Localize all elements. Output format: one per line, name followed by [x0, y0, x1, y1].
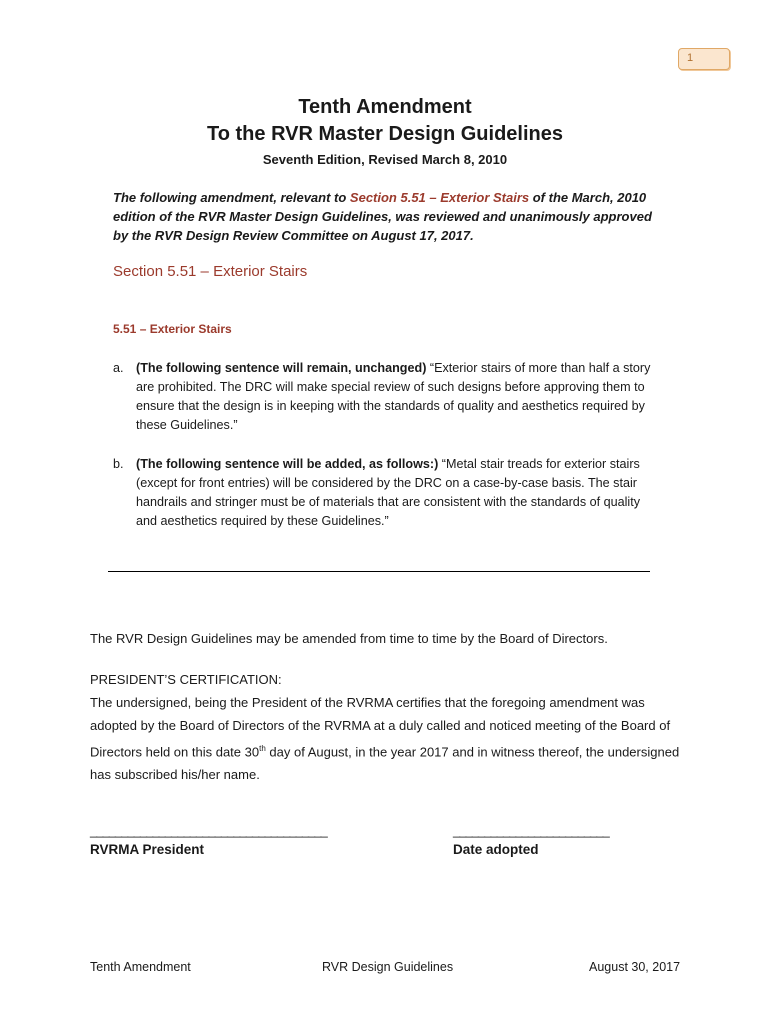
certification-text-1: The undersigned, being the President of the RVRMA certifies that the foregoing amendment was adopted by the Board of Directors of the RVRMA at a duly called and noticed meeting of the Board of Directors held on this date 30 — [90, 695, 671, 760]
president-signature-line: ______________________________________ — [90, 823, 327, 838]
president-signature-label: RVRMA President — [90, 842, 205, 857]
subsection-heading: 5.51 – Exterior Stairs — [113, 322, 232, 336]
date-signature-line: _________________________ — [453, 823, 609, 838]
amend-note: The RVR Design Guidelines may be amended from time to time by the Board of Directors. — [90, 631, 608, 646]
certification-block — [90, 668, 680, 786]
section-heading: Section 5.51 – Exterior Stairs — [113, 263, 308, 280]
certification-heading: PRESIDENT’S CERTIFICATION: — [90, 672, 282, 687]
page-number: 1 — [687, 52, 694, 64]
edition-line: Seventh Edition, Revised March 8, 2010 — [262, 152, 508, 167]
footer-left: Tenth Amendment — [90, 960, 191, 974]
document-title: Tenth Amendment — [298, 96, 472, 118]
certification-text-2: day of August, in the year 2017 and in witness thereof, the undersigned has subscribed his/her name. — [90, 744, 680, 783]
intro-section-reference: Section 5.51 – Exterior Stairs — [349, 190, 530, 205]
list-item-text: “Metal stair treads for exterior stairs (except for front entries) will be considered by the DRC on a case-by-case basis. The stair handrails and stringer must be of materials that are consistent with the standards of quality and aesthetics required by these Guidelines.” — [136, 457, 641, 528]
page-number-badge — [678, 48, 730, 70]
footer-right: August 30, 2017 — [589, 960, 681, 974]
list-item — [113, 359, 663, 435]
intro-text-2: of the March, 2010 edition of the RVR Master Design Guidelines, was reviewed and unanimously approved by the RVR Design Review Committee on August 17, 2017. — [113, 190, 652, 243]
ordinal-suffix: th — [259, 744, 266, 753]
date-adopted-label: Date adopted — [453, 842, 539, 857]
intro-text-1: The following amendment, relevant to — [113, 190, 350, 205]
list-item — [113, 455, 663, 531]
list-item-lead: (The following sentence will be added, as follows:) — [136, 457, 439, 471]
intro-paragraph — [113, 188, 661, 245]
list-item-lead: (The following sentence will remain, unchanged) — [136, 361, 427, 375]
divider — [108, 571, 650, 572]
list-marker: a. — [113, 361, 124, 375]
certification-text — [90, 691, 680, 786]
list-item-text: “Exterior stairs of more than half a story are prohibited. The DRC will make special review of such designs before approving them to ensure that the design is in keeping with the standards of quality and aesthetics required by these Guidelines.” — [136, 361, 651, 432]
document-subtitle: To the RVR Master Design Guidelines — [207, 123, 563, 145]
footer-center: RVR Design Guidelines — [322, 960, 454, 974]
list-marker: b. — [113, 457, 124, 471]
